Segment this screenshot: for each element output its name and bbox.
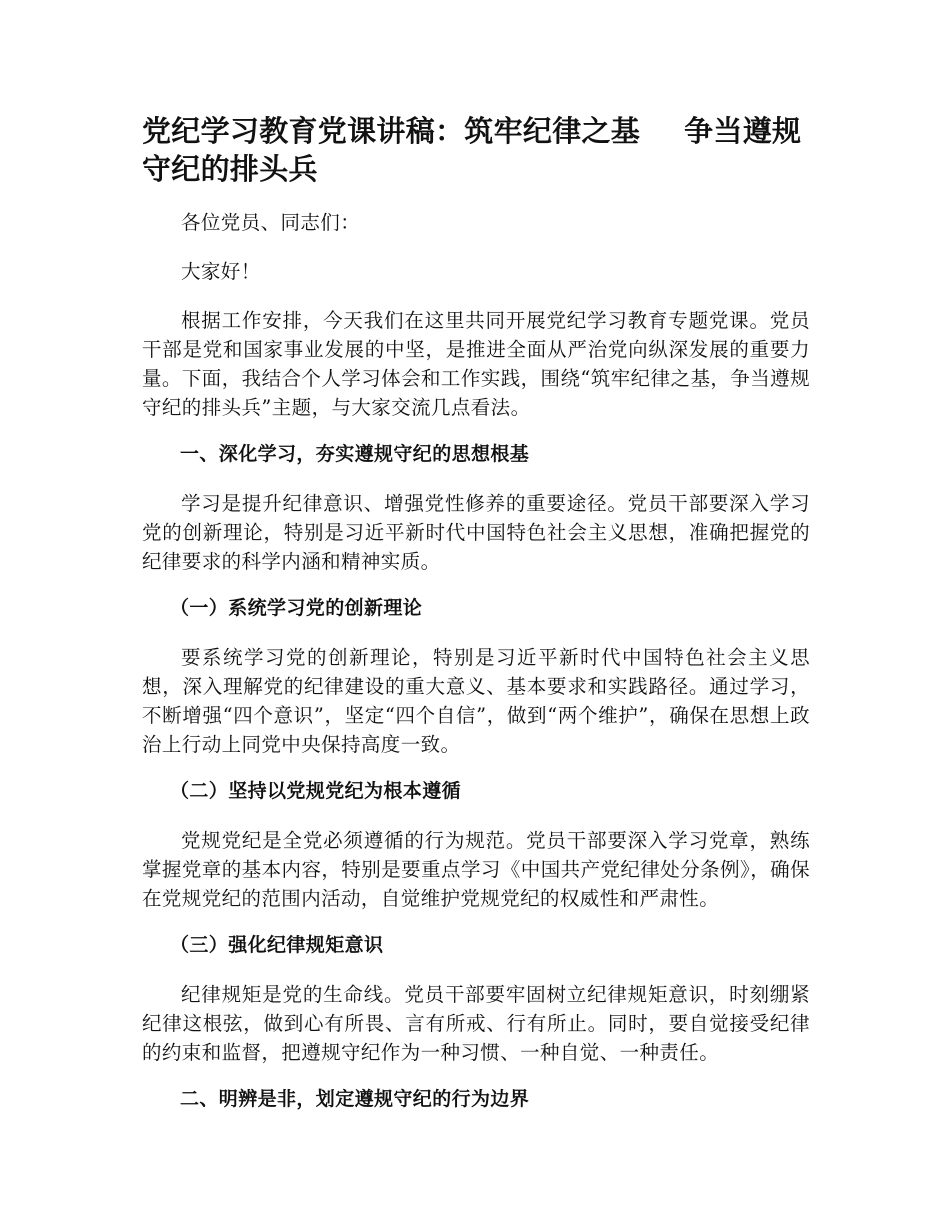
section-2-heading: 二、明辨是非，划定遵规守纪的行为边界 xyxy=(180,1088,530,1110)
title-part-2: 争当遵规守纪的排头兵 xyxy=(142,114,802,186)
subsection-3-heading: （三）强化纪律规矩意识 xyxy=(170,934,384,956)
subsection-1-paragraph: 要系统学习党的创新理论，特别是习近平新时代中国特色社会主义思想，深入理解党的纪律建设的重大意义、基本要求和实践路径。通过学习，不断增强“四个意识”，坚定“四个自信”，做到“两个维护”，确保在思想上政治上行动上同党中央保持高度一致。 xyxy=(142,646,810,756)
document-title xyxy=(142,112,810,188)
document-page xyxy=(142,112,810,1134)
subsection-3-paragraph: 纪律规矩是党的生命线。党员干部要牢固树立纪律规矩意识，时刻绷紧纪律这根弦，做到心有所畏、言有所戒、行有所止。同时，要自觉接受纪律的约束和监督，把遵规守纪作为一种习惯、一种自觉、一种责任。 xyxy=(142,983,810,1064)
subsection-1-heading: （一）系统学习党的创新理论 xyxy=(170,597,423,619)
hello-paragraph: 大家好！ xyxy=(181,260,261,283)
greeting-paragraph: 各位党员、同志们： xyxy=(181,211,361,234)
subsection-2-heading: （二）坚持以党规党纪为根本遵循 xyxy=(170,780,462,802)
subsection-2-paragraph: 党规党纪是全党必须遵循的行为规范。党员干部要深入学习党章，熟练掌握党章的基本内容，特别是要重点学习《中国共产党纪律处分条例》，确保在党规党纪的范围内活动，自觉维护党规党纪的权威性和严肃性。 xyxy=(142,829,810,910)
intro-paragraph: 根据工作安排，今天我们在这里共同开展党纪学习教育专题党课。党员干部是党和国家事业发展的中坚，是推进全面从严治党向纵深发展的重要力量。下面，我结合个人学习体会和工作实践，围绕“筑牢纪律之基，争当遵规守纪的排头兵”主题，与大家交流几点看法。 xyxy=(142,309,810,419)
title-part-1: 党纪学习教育党课讲稿：筑牢纪律之基 xyxy=(142,114,641,148)
section-1-heading: 一、深化学习，夯实遵规守纪的思想根基 xyxy=(180,443,530,465)
section-1-paragraph: 学习是提升纪律意识、增强党性修养的重要途径。党员干部要深入学习党的创新理论，特别是习近平新时代中国特色社会主义思想，准确把握党的纪律要求的科学内涵和精神实质。 xyxy=(142,492,810,573)
